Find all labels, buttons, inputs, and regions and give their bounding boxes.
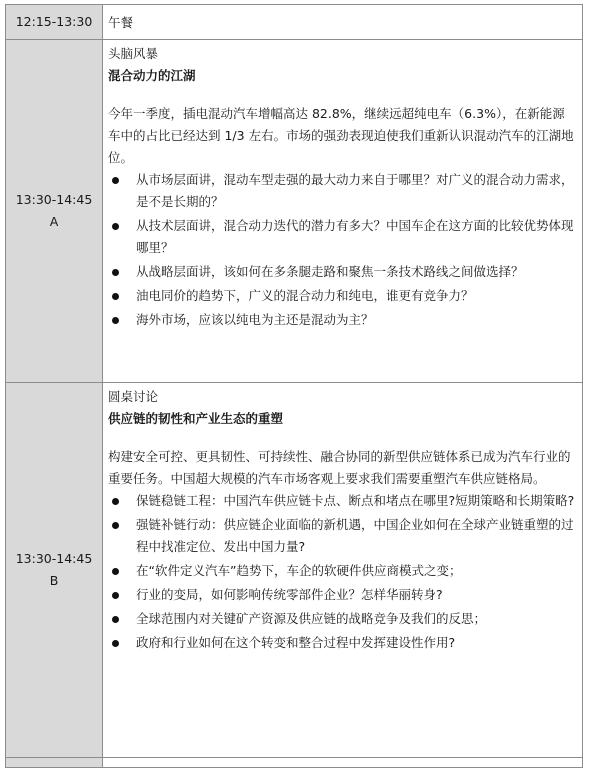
list-item	[108, 169, 576, 213]
bullet-icon	[112, 498, 119, 505]
lunch-label: 午餐	[108, 15, 134, 30]
time-cell	[6, 758, 103, 768]
bullet-icon	[112, 592, 119, 599]
list-item	[108, 608, 576, 630]
question-text: 从市场层面讲，混动车型走强的最大动力来自于哪里？对广义的混合动力需求，是不是长期的？	[136, 172, 574, 209]
question-text: 全球范围内对关键矿产资源及供应链的战略竞争及我们的反思；	[136, 611, 487, 626]
session-type: 头脑风暴	[108, 46, 159, 61]
list-item	[108, 584, 576, 606]
bullet-icon	[112, 293, 119, 300]
question-text: 从技术层面讲，混合动力迭代的潜力有多大？中国车企在这方面的比较优势体现哪里？	[136, 218, 574, 255]
bullet-icon	[112, 177, 119, 184]
content-cell	[103, 5, 583, 40]
bullet-icon	[112, 269, 119, 276]
list-item	[108, 261, 576, 283]
list-item	[108, 514, 576, 558]
time-cell	[6, 383, 103, 758]
session-title: 供应链的韧性和产业生态的重塑	[108, 411, 284, 426]
time-cell	[6, 5, 103, 40]
session-type: 圆桌讨论	[108, 389, 159, 404]
list-item	[108, 560, 576, 582]
question-text: 海外市场，应该以纯电为主还是混动为主？	[136, 312, 374, 327]
list-item	[108, 632, 576, 654]
session-title: 混合动力的江湖	[108, 68, 196, 83]
time-cell	[6, 40, 103, 383]
spacer	[108, 87, 576, 103]
bullet-icon	[112, 640, 119, 647]
session-intro: 构建安全可控、更具韧性、可持续性、融合协同的新型供应链体系已成为汽车行业的重要任务。中国超大规模的汽车市场客观上要求我们需要重塑汽车供应链格局。	[108, 449, 571, 486]
time-slot: 13:30-14:45	[15, 192, 93, 207]
room-label: A	[49, 214, 59, 229]
question-text: 在“软件定义汽车”趋势下，车企的软硬件供应商模式之变；	[136, 563, 462, 578]
question-text: 行业的变局，如何影响传统零部件企业？怎样华丽转身?	[136, 587, 443, 602]
content-cell	[103, 383, 583, 758]
question-text: 油电同价的趋势下，广义的混合动力和纯电，谁更有竞争力？	[136, 288, 474, 303]
content-cell	[103, 758, 583, 768]
agenda-row-next	[6, 758, 583, 768]
question-list	[108, 169, 576, 331]
content-cell	[103, 40, 583, 383]
question-text: 保链稳链工程：中国汽车供应链卡点、断点和堵点在哪里?短期策略和长期策略?	[136, 493, 575, 508]
agenda-row-session-b	[6, 383, 583, 758]
room-label: B	[49, 573, 59, 588]
question-list	[108, 490, 576, 654]
question-text: 强链补链行动：供应链企业面临的新机遇，中国企业如何在全球产业链重塑的过程中找准定位、发出中国力量?	[136, 517, 574, 554]
bullet-icon	[112, 223, 119, 230]
list-item	[108, 215, 576, 259]
agenda-row-lunch	[6, 5, 583, 40]
list-item	[108, 490, 576, 512]
list-item	[108, 309, 576, 331]
spacer	[108, 430, 576, 446]
question-text: 政府和行业如何在这个转变和整合过程中发挥建设性作用?	[136, 635, 456, 650]
agenda-table	[5, 4, 583, 768]
agenda-row-session-a	[6, 40, 583, 383]
time-slot: 13:30-14:45	[15, 551, 93, 566]
question-text: 从战略层面讲，该如何在多条腿走路和聚焦一条技术路线之间做选择？	[136, 264, 524, 279]
bullet-icon	[112, 317, 119, 324]
bullet-icon	[112, 568, 119, 575]
bullet-icon	[112, 522, 119, 529]
list-item	[108, 285, 576, 307]
time-slot: 12:15-13:30	[15, 14, 93, 29]
session-intro: 今年一季度，插电混动汽车增幅高达 82.8%，继续远超纯电车（6.3%），在新能源车中的占比已经达到 1/3 左右。市场的强劲表现迫使我们重新认识混动汽车的江湖地位。	[108, 106, 574, 165]
bullet-icon	[112, 616, 119, 623]
